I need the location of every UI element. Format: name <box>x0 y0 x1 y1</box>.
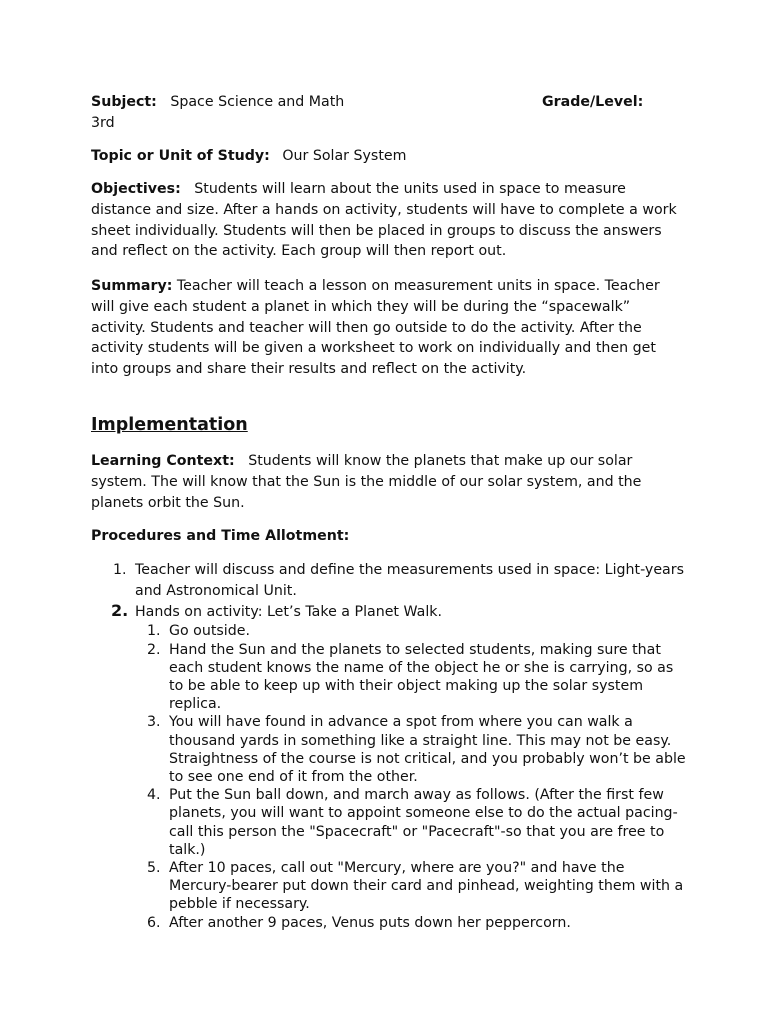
list-item <box>91 713 689 786</box>
list-number: 3. <box>147 714 161 731</box>
list-item <box>91 914 689 932</box>
topic-label: Topic or Unit of Study: <box>91 148 270 164</box>
list-item <box>91 602 691 623</box>
learning-context-text: Students will know the planets that make up our solar system. The will know that the Sun is the middle of our solar system, and the planets orbit the Sun. <box>91 453 642 511</box>
list-item <box>91 641 689 714</box>
procedures-heading: Procedures and Time Allotment: <box>91 528 350 544</box>
list-item <box>91 622 689 640</box>
objectives-paragraph <box>91 179 681 262</box>
list-item-text: Teacher will discuss and define the measurements used in space: Light-years and Astronomical Unit. <box>135 562 684 599</box>
subject-value: Space Science and Math <box>170 94 345 110</box>
topic-value: Our Solar System <box>282 148 407 164</box>
list-item <box>91 859 689 914</box>
list-number: 2. <box>111 600 129 620</box>
grade-label: Grade/Level: <box>542 94 644 110</box>
sub-procedure-list <box>91 622 691 931</box>
list-item <box>91 786 689 859</box>
learning-context-label: Learning Context: <box>91 453 235 469</box>
subject-line <box>91 92 671 113</box>
list-number: 5. <box>147 860 161 877</box>
subject-label: Subject: <box>91 94 157 110</box>
summary-label: Summary: <box>91 278 173 294</box>
list-item-text: You will have found in advance a spot from where you can walk a thousand yards in something like a straight line. This may not be easy. Straightness of the course is not critical, and you probably won’t be able to see one end of it from the other. <box>169 714 686 786</box>
grade-value: 3rd <box>91 115 115 131</box>
list-item-text: After another 9 paces, Venus puts down her peppercorn. <box>169 914 571 931</box>
list-number: 1. <box>147 623 161 640</box>
objectives-label: Objectives: <box>91 181 181 197</box>
list-number: 2. <box>147 641 161 658</box>
list-number: 1. <box>113 562 127 578</box>
list-item-text: Hand the Sun and the planets to selected students, making sure that each student knows the name of the object he or she is carrying, so as to be able to keep up with their object making up the solar system replica. <box>169 641 674 713</box>
learning-context-paragraph <box>91 451 681 513</box>
implementation-heading: Implementation <box>91 415 248 435</box>
list-item-text: Put the Sun ball down, and march away as follows. (After the first few planets, you will want to appoint someone else to do the actual pacing-call this person the "Spacecraft" or "Pacecraft"-so that you are free to talk.) <box>169 787 678 858</box>
summary-paragraph <box>91 276 681 380</box>
list-item-text: Hands on activity: Let’s Take a Planet Walk. <box>135 603 442 620</box>
list-item <box>91 560 691 602</box>
procedure-list <box>91 560 691 932</box>
topic-line <box>91 146 681 167</box>
list-item-text: Go outside. <box>169 623 250 640</box>
list-item-text: After 10 paces, call out "Mercury, where are you?" and have the Mercury-bearer put down their card and pinhead, weighting them with a pebble if necessary. <box>169 860 684 913</box>
objectives-text: Students will learn about the units used in space to measure distance and size. After a hands on activity, students will have to complete a work sheet individually. Students will then be placed in groups to discuss the answers and reflect on the activity. Each group will then report out. <box>91 181 677 260</box>
summary-text: Teacher will teach a lesson on measurement units in space. Teacher will give each student a planet in which they will be during the “spacewalk” activity. Students and teacher will then go outside to do the activity. After the activity students will be given a worksheet to work on individually and then get into groups and share their results and reflect on the activity. <box>91 278 660 378</box>
list-number: 6. <box>147 914 161 931</box>
list-number: 4. <box>147 787 161 804</box>
